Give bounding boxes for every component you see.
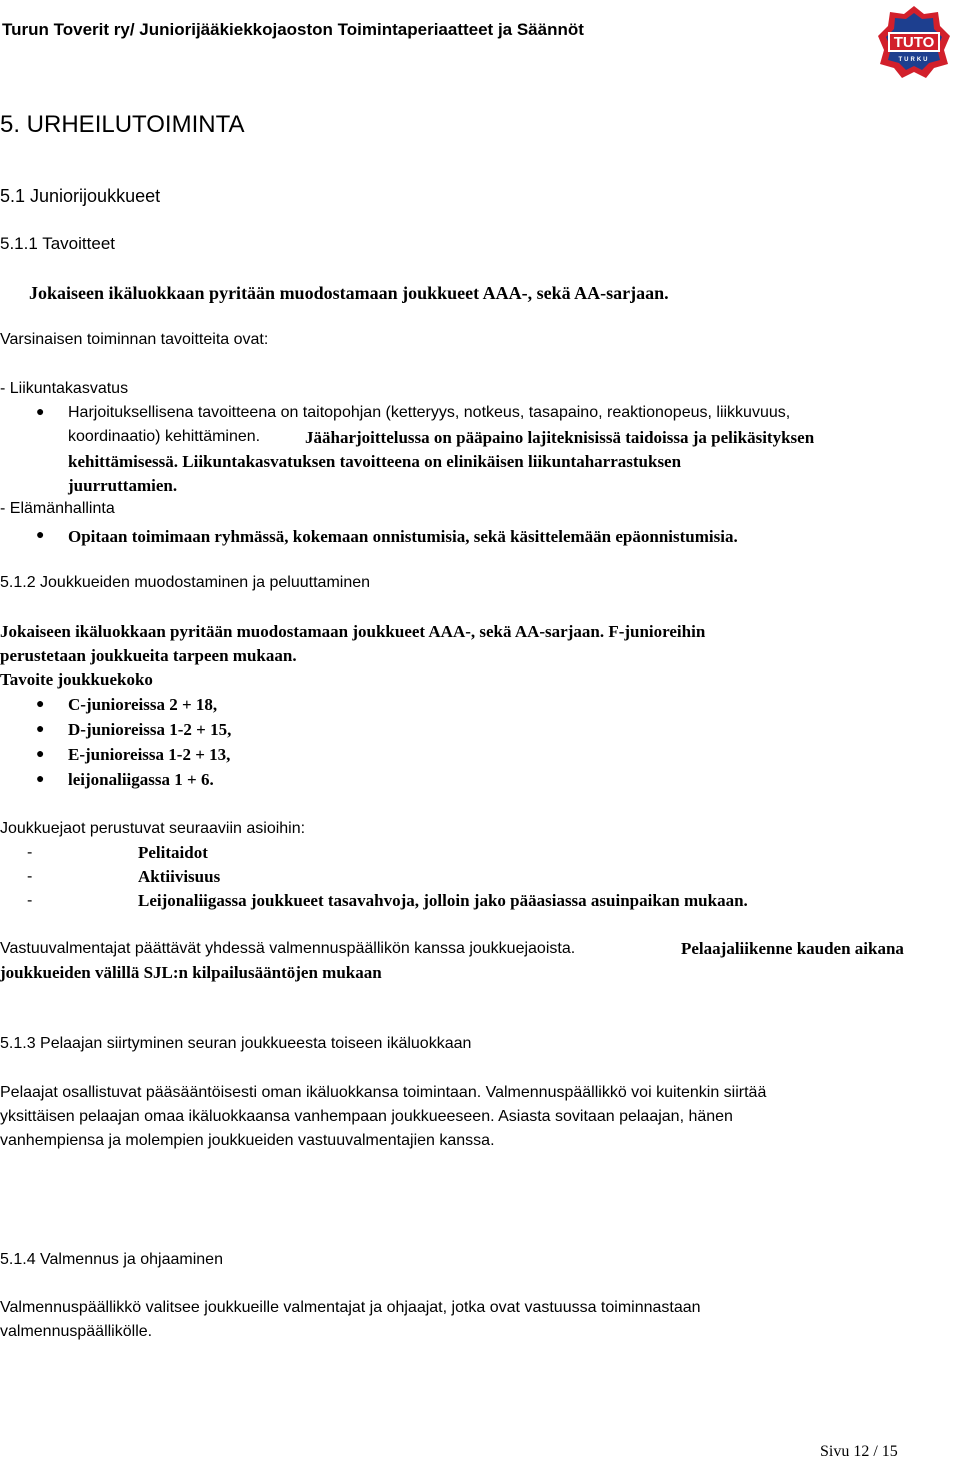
teams-line-1: Jokaiseen ikäluokkaan pyritään muodostamaan joukkueet AAA-, sekä AA-sarjaan. F-junioreihin [0,622,706,641]
dash-marker: - [27,844,33,861]
coach-bold-2: joukkueiden välillä SJL:n kilpailusääntöjen mukaan [0,963,382,982]
teams-heading: 5.1.2 Joukkueiden muodostaminen ja peluuttaminen [0,574,371,591]
life-label: - Elämänhallinta [0,500,115,517]
page-number: Sivu 12 / 15 [820,1443,898,1460]
team-size-item: E-junioreissa 1-2 + 13, [68,745,231,764]
sport-line-4: juurruttamien. [68,476,178,495]
bullet-icon: ● [36,772,45,787]
bullet-icon: ● [36,747,45,762]
sport-line-3: kehittämisessä. Liikuntakasvatuksen tavoitteena on elinikäisen liikuntaharrastuksen [68,452,682,471]
bullet-icon: ● [36,697,45,712]
transfer-line: Pelaajat osallistuvat pääsääntöisesti oman ikäluokkansa toimintaan. Valmennuspäällikkö voi kuitenkin siirtää [0,1084,767,1101]
bullet-icon: ● [36,528,45,543]
goals-intro: Jokaiseen ikäluokkaan pyritään muodostamaan joukkueet AAA-, sekä AA-sarjaan. [29,283,669,303]
team-size-item: C-junioreissa 2 + 18, [68,695,218,714]
section-heading: 5. URHEILUTOIMINTA [0,111,245,138]
goals-lead: Varsinaisen toiminnan tavoitteita ovat: [0,331,269,348]
coach-bold-1: Pelaajaliikenne kauden aikana [681,939,904,958]
sport-line-2-bold: Jääharjoittelussa on pääpaino lajiteknisissä taidoissa ja pelikäsityksen [305,428,815,447]
logo-subtext: TURKU [898,57,930,63]
dash-marker: - [27,892,33,909]
transfer-heading: 5.1.3 Pelaajan siirtyminen seuran joukkueesta toiseen ikäluokkaan [0,1035,472,1052]
life-line: Opitaan toimimaan ryhmässä, kokemaan onnistumisia, sekä käsittelemään epäonnistumisia. [68,527,738,546]
team-size-item: leijonaliigassa 1 + 6. [68,770,214,789]
sport-line-2-plain: koordinaatio) kehittäminen. [68,428,261,445]
coaching-line: valmennuspäällikölle. [0,1323,153,1340]
sport-line-1: Harjoituksellisena tavoitteena on taitopohjan (ketteryys, notkeus, tasapaino, reaktionopeus, liikkuvuus, [68,404,791,421]
goals-heading: 5.1.1 Tavoitteet [0,234,115,253]
coach-text: Vastuuvalmentajat päättävät yhdessä valmennuspäällikön kanssa joukkuejaoista. [0,940,576,957]
coaching-line: Valmennuspäällikkö valitsee joukkueille valmentajat ja ohjaajat, jotka ovat vastuussa toiminnastaan [0,1299,701,1316]
transfer-line: yksittäisen pelaajan omaa ikäluokkaansa vanhempaan joukkueeseen. Asiasta sovitaan pelaajan, hänen [0,1108,733,1125]
tuto-logo [876,4,952,80]
transfer-line: vanhempiensa ja molempien joukkueiden vastuuvalmentajien kanssa. [0,1132,495,1149]
split-lead: Joukkuejaot perustuvat seuraaviin asioihin: [0,820,306,837]
split-item: Leijonaliigassa joukkueet tasavahvoja, jolloin jako pääasiassa asuinpaikan mukaan. [138,891,748,910]
team-size-label: Tavoite joukkuekoko [0,670,153,689]
sub-heading: 5.1 Juniorijoukkueet [0,186,161,206]
bullet-icon: ● [36,722,45,737]
split-item: Aktiivisuus [138,867,221,886]
coaching-heading: 5.1.4 Valmennus ja ohjaaminen [0,1251,223,1268]
sport-label: - Liikuntakasvatus [0,380,129,397]
document-header-title: Turun Toverit ry/ Juniorijääkiekkojaoston Toimintaperiaatteet ja Säännöt [2,20,584,39]
teams-line-2: perustetaan joukkueita tarpeen mukaan. [0,646,297,665]
logo-text: TUTO [893,34,935,51]
bullet-icon: ● [36,405,45,420]
team-size-item: D-junioreissa 1-2 + 15, [68,720,232,739]
split-item: Pelitaidot [138,843,208,862]
dash-marker: - [27,868,33,885]
